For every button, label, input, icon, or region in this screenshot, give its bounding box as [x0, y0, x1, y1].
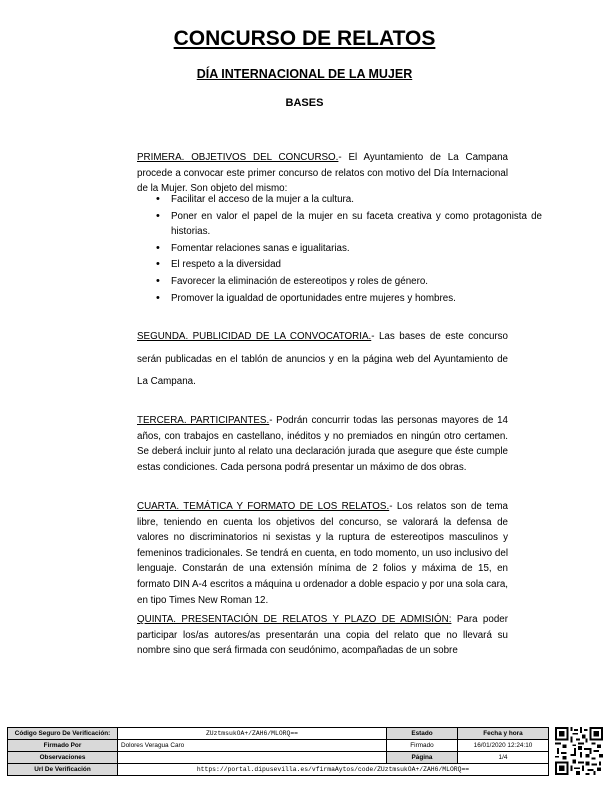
- section-tercera: [137, 413, 508, 475]
- section-quinta-heading: QUINTA. PRESENTACIÓN DE RELATOS Y PLAZO DE ADMISIÓN:: [137, 614, 452, 625]
- fecha-label: Fecha y hora: [458, 728, 549, 740]
- section-cuarta-heading: CUARTA. TEMÁTICA Y FORMATO DE LOS RELATOS.: [137, 501, 390, 512]
- document-subtitle: DÍA INTERNACIONAL DE LA MUJER: [196, 67, 413, 81]
- estado-label: Estado: [387, 728, 458, 740]
- qr-code-icon: [555, 727, 603, 775]
- codigo-label: Código Seguro De Verificación:: [8, 728, 118, 740]
- section-primera-body: - El Ayuntamiento de La Campana procede a convocar este primer concurso de relatos con motivo del Día Internacional de la Mujer. Son objeto del mismo:: [137, 152, 508, 195]
- section-cuarta-body: - Los relatos son de tema libre, teniendo en cuenta los objetivos del concurso, se valorará la defensa de valores no discriminatorios ni sexistas y la ruptura de estereotipos masculinos y femeninos tradicionales. Se tendrá en cuenta, en todo momento, un uso inclusivo del lenguaje. Constarán de una extensión mínima de 2 folios y máxima de 15, en formato DIN A-4 escritos a máquina u ordenador a doble espacio y por una sola cara, en tipo Times New Roman 12.: [137, 501, 508, 606]
- bases-label: BASES: [285, 97, 324, 109]
- firmado-value: Dolores Veragua Caro: [118, 740, 387, 752]
- list-item: • Fomentar relaciones sanas e igualitarias.: [171, 241, 542, 257]
- section-quinta-body: Para poder participar los/as autores/as presentarán una copia del relato que no llevará su nombre sino que será firmada con seudónimo, acompañadas de un sobre: [137, 614, 508, 657]
- list-item: • Promover la igualdad de oportunidades entre mujeres y hombres.: [171, 291, 542, 307]
- section-quinta: [137, 612, 508, 659]
- firmado-label: Firmado Por: [8, 740, 118, 752]
- list-item: • Poner en valor el papel de la mujer en su faceta creativa y como protagonista de historias.: [171, 209, 542, 240]
- section-segunda: [137, 326, 508, 394]
- verification-table: [7, 727, 549, 776]
- list-item: • El respeto a la diversidad: [171, 257, 542, 273]
- section-cuarta: [137, 499, 508, 608]
- pagina-value: 1/4: [458, 752, 549, 764]
- section-tercera-body: - Podrán concurrir todas las personas mayores de 14 años, con trabajos en castellano, inéditos y no premiados en ningún otro certamen. Se deberá incluir junto al relato una declaración jurada que asegure que éste cumple estas condiciones. Cada persona podrá presentar un máximo de dos obras.: [137, 415, 508, 473]
- observaciones-label: Observaciones: [8, 752, 118, 764]
- pagina-label: Página: [387, 752, 458, 764]
- url-label: Url De Verificación: [8, 764, 118, 776]
- estado-value: Firmado: [387, 740, 458, 752]
- fecha-value: 16/01/2020 12:24:10: [458, 740, 549, 752]
- list-item: • Favorecer la eliminación de estereotipos y roles de género.: [171, 274, 542, 290]
- list-item: • Facilitar el acceso de la mujer a la cultura.: [171, 192, 542, 208]
- document-title: CONCURSO DE RELATOS: [173, 27, 436, 50]
- section-tercera-heading: TERCERA. PARTICIPANTES.: [137, 415, 270, 426]
- observaciones-value: [118, 752, 387, 764]
- url-link[interactable]: https://portal.dipusevilla.es/vfirmaAytos/code/ZUztmsukOA+/ZAH6/MLORQ==: [118, 764, 549, 776]
- section-segunda-body: - Las bases de este concurso serán publicadas en el tablón de anuncios y en la página web del Ayuntamiento de La Campana.: [137, 331, 508, 387]
- objectives-list: [137, 192, 542, 307]
- section-primera: [137, 150, 508, 197]
- section-segunda-heading: SEGUNDA. PUBLICIDAD DE LA CONVOCATORIA.: [137, 331, 372, 342]
- codigo-value: ZUztmsukOA+/ZAH6/MLORQ==: [118, 728, 387, 740]
- section-primera-heading: PRIMERA. OBJETIVOS DEL CONCURSO.: [137, 152, 339, 163]
